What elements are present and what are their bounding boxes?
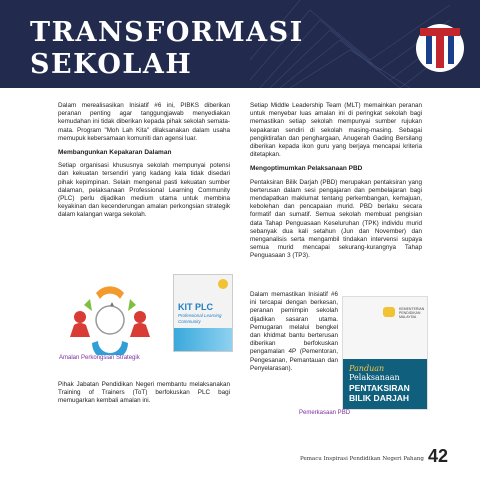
section-heading-pbd: Mengoptimumkan Pelaksanaan PBD xyxy=(250,165,363,173)
pbd-paragraph: Pentaksiran Bilik Darjah (PBD) merupakan pentaksiran yang berterusan dalam sesi pengajaran dan pembelajaran bagi mendapatkan maklumat tentang perkembangan, kemajuan, kebolehan dan pencapaian murid. PBD berlaku secara formatif dan sumatif. Semua sekolah membuat pengisian data Tahap Penguasaan Keseluruhan (TPK) individu murid sebanyak dua kali setahun (Jun dan November) dan menganalisis serta mengambil tindakan intervensi supaya semua murid mencapai sekurang-kurangnya Tahap Penguasaan 3 (TP3). xyxy=(250,178,422,260)
footer-text: Pemacu Inspirasi Pendidikan Negeri Pahang xyxy=(300,456,424,462)
page-title-line1: TRANSFORMASI xyxy=(30,17,304,48)
caption-pemerkasaan: Pemerkasaan PBD xyxy=(299,410,351,416)
strategic-sharing-illustration xyxy=(58,285,163,355)
transformasi-sekolah-logo xyxy=(412,20,468,88)
left-column xyxy=(58,102,230,226)
kit-plc-cover xyxy=(173,274,233,352)
ministry-name: KEMENTERIAN PENDIDIKAN MALAYSIA xyxy=(399,307,425,319)
page-number: 42 xyxy=(428,446,449,466)
mlt-paragraph: Setiap Middle Leadership Team (MLT) memainkan peranan untuk menyebar luas amalan ini di peringkat sekolah bagi memastikan setiap sekolah mempunyai sumber rujukan kepakaran sendiri di sekolah masing-masing. Sebagai pengiktirafan dan penghargaan, Anugerah Gading Bersilang diberikan kepada ikon guru yang berjaya mencapai kriteria ditetapkan. xyxy=(250,102,422,159)
book-title-line4: BILIK DARJAH xyxy=(349,393,409,403)
kepakaran-paragraph: Setiap organisasi khususnya sekolah mempunyai potensi dan kekuatan tersendiri yang kadang kala tidak disedari pihak kepimpinan. Selain mengenal pasti kekuatan sumber dalaman, pelaksanaan Professional Learning Community (PLC) perlu dijadikan medium utama untuk membina keyakinan dan kecenderungan amalan perkongsian strategik dalam kalangan warga sekolah. xyxy=(58,162,230,219)
book-title-line1: Panduan xyxy=(349,364,385,373)
kit-plc-band xyxy=(174,328,232,351)
book-title-line3: PENTAKSIRAN xyxy=(349,383,410,393)
page-title-line2: SEKOLAH xyxy=(30,49,193,80)
kit-plc-title: KIT PLC xyxy=(178,302,213,312)
caption-amalan: Amalan Perkongsian Strategik xyxy=(59,355,140,361)
inisiatif-paragraph: Dalam memastikan Inisiatif #6 ini tercapai dengan berkesan, peranan pemimpin sekolah dijadikan sasaran utama. Pemugaran melalui bengkel dan khidmat bantu berterusan diberikan berfokuskan pengamalan 4P (Pementoran, Pengesanan, Pemantauan dan Penyelarasan). xyxy=(250,291,338,372)
inisiatif-paragraph-block xyxy=(250,291,338,373)
book-title-line2: Pelaksanaan xyxy=(349,373,400,382)
kit-plc-subtitle: Professional Learning Community xyxy=(178,313,222,324)
pbd-guide-cover xyxy=(342,296,428,410)
lower-left-paragraph xyxy=(58,381,230,406)
header-banner xyxy=(0,0,480,88)
right-column xyxy=(250,102,422,267)
ministry-seal-icon xyxy=(218,279,228,289)
tot-paragraph: Pihak Jabatan Pendidikan Negeri membantu melaksanakan Training of Trainers (ToT) berfokuskan PLC bagi memugarkan kembali amalan ini. xyxy=(58,381,230,405)
section-heading-kepakaran: Membangunkan Kepakaran Dalaman xyxy=(58,149,172,157)
intro-paragraph: Dalam merealisasikan Inisiatif #6 ini, PIBKS diberikan peranan penting agar tanggungjawab menyediakan kemudahan ini tidak diberikan kepada pihak sekolah semata-mata. Program "Moh Lah Kita" dilaksanakan dalam usaha memupuk kebersamaan komuniti dan agensi luar. xyxy=(58,102,230,142)
ministry-seal-icon xyxy=(383,307,395,317)
